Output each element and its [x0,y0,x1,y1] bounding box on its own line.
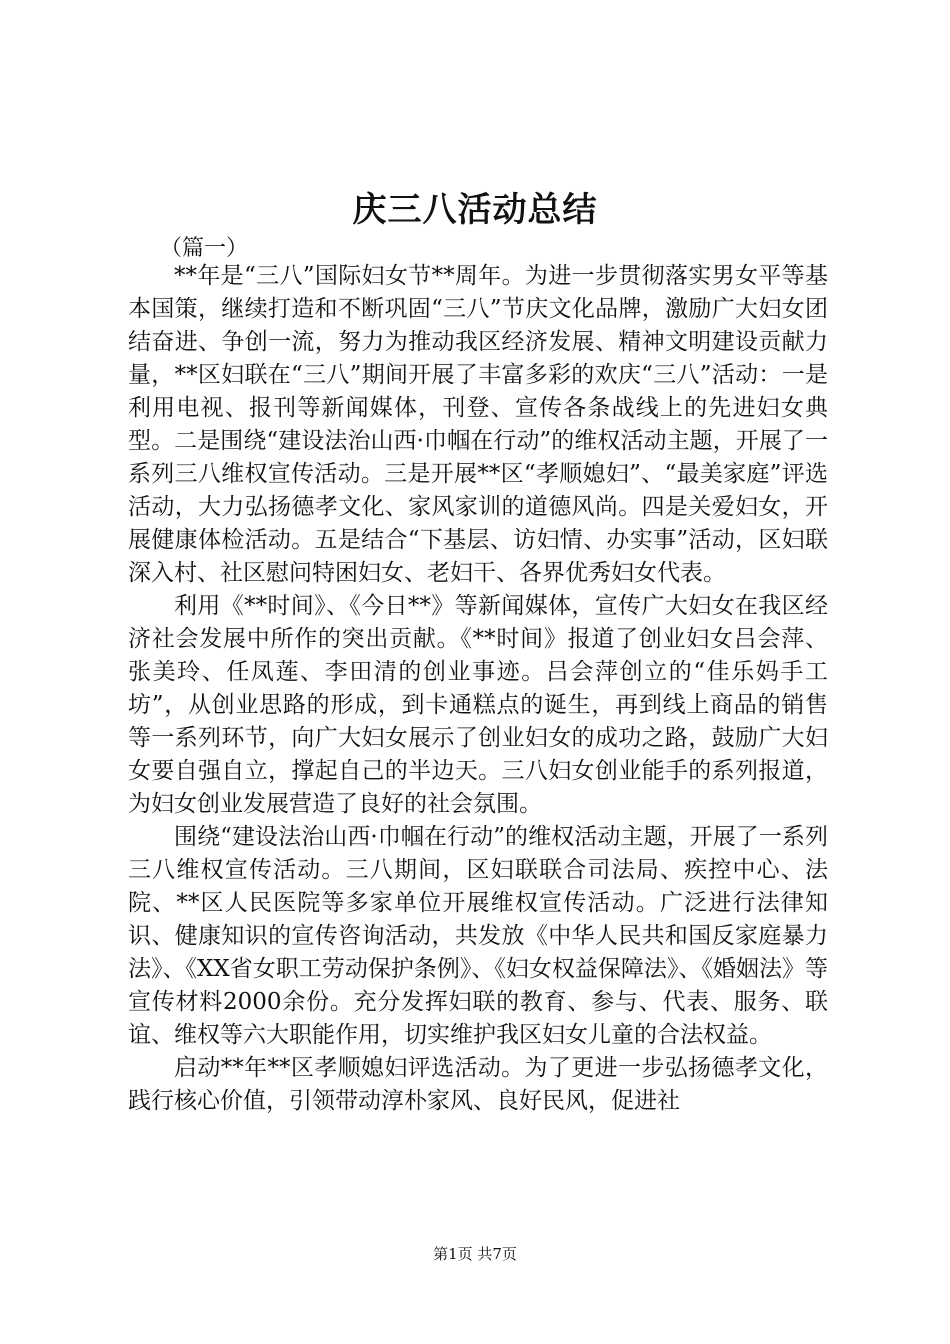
document-title: 庆三八活动总结 [352,190,598,230]
page-footer: 第1页 共7页 [433,1245,517,1263]
body-paragraph: 启动**年**区孝顺媳妇评选活动。为了更进一步弘扬德孝文化，践行核心价值，引领带动淳朴家风、良好民风，促进社 [128,1055,828,1114]
body-paragraph: 利用《**时间》、《今日**》等新闻媒体，宣传广大妇女在我区经济社会发展中所作的突出贡献。《**时间》报道了创业妇女吕会萍、张美玲、任凤莲、李田清的创业事迹。吕会萍创立的“佳乐妈手工坊”，从创业思路的形成，到卡通糕点的诞生，再到线上商品的销售等一系列环节，向广大妇女展示了创业妇女的成功之路，鼓励广大妇女要自强自立，撑起自己的半边天。三八妇女创业能手的系列报道，为妇女创业发展营造了良好的社会氛围。 [128,593,828,817]
document-body [128,260,828,1118]
body-paragraph: **年是“三八”国际妇女节**周年。为进一步贯彻落实男女平等基本国策，继续打造和不断巩固“三八”节庆文化品牌，激励广大妇女团结奋进、争创一流，努力为推动我区经济发展、精神文明建设贡献力量，**区妇联在“三八”期间开展了丰富多彩的欢庆“三八”活动：一是利用电视、报刊等新闻媒体，刊登、宣传各条战线上的先进妇女典型。二是围绕“建设法治山西·巾帼在行动”的维权活动主题，开展了一系列三八维权宣传活动。三是开展**区“孝顺媳妇”、“最美家庭”评选活动，大力弘扬德孝文化、家风家训的道德风尚。四是关爱妇女，开展健康体检活动。五是结合“下基层、访妇情、办实事”活动，区妇联深入村、社区慰问特困妇女、老妇干、各界优秀妇女代表。 [128,263,828,586]
body-paragraph: 围绕“建设法治山西·巾帼在行动”的维权活动主题，开展了一系列三八维权宣传活动。三八期间，区妇联联合司法局、疾控中心、法院、**区人民医院等多家单位开展维权宣传活动。广泛进行法律知识、健康知识的宣传咨询活动，共发放《中华人民共和国反家庭暴力法》、《XX省女职工劳动保护条例》、《妇女权益保障法》、《婚姻法》等宣传材料2000余份。充分发挥妇联的教育、参与、代表、服务、联谊、维权等六大职能作用，切实维护我区妇女儿童的合法权益。 [128,824,828,1048]
section-label: （篇一） [160,236,249,261]
